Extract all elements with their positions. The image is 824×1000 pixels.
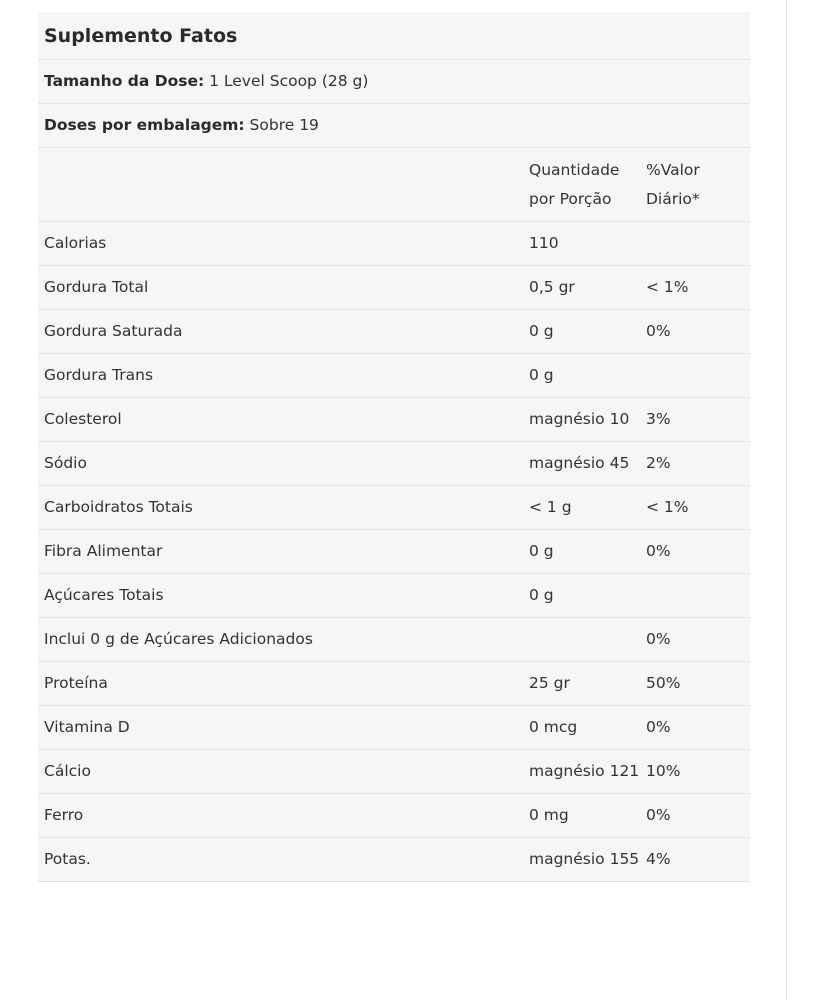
nutrient-amount: magnésio 45 xyxy=(529,442,646,486)
nutrient-amount: 0 g xyxy=(529,354,646,398)
nutrient-daily-value: < 1% xyxy=(646,266,750,310)
nutrient-name: Proteína xyxy=(38,662,529,706)
nutrient-amount: < 1 g xyxy=(529,486,646,530)
nutrient-amount: magnésio 155 xyxy=(529,838,646,882)
nutrient-row xyxy=(38,750,750,794)
nutrient-daily-value xyxy=(646,354,750,398)
nutrient-amount: 0,5 gr xyxy=(529,266,646,310)
nutrient-amount: 0 g xyxy=(529,574,646,618)
header-amount xyxy=(529,148,646,222)
nutrient-row xyxy=(38,530,750,574)
nutrient-name: Calorias xyxy=(38,222,529,266)
nutrient-row xyxy=(38,838,750,882)
nutrient-name: Gordura Trans xyxy=(38,354,529,398)
nutrient-row xyxy=(38,398,750,442)
nutrient-name: Açúcares Totais xyxy=(38,574,529,618)
nutrient-row xyxy=(38,442,750,486)
nutrient-name: Gordura Total xyxy=(38,266,529,310)
nutrient-daily-value: 3% xyxy=(646,398,750,442)
header-daily-value xyxy=(646,148,750,222)
nutrient-amount: 0 mg xyxy=(529,794,646,838)
nutrient-amount: magnésio 10 xyxy=(529,398,646,442)
nutrient-name: Gordura Saturada xyxy=(38,310,529,354)
supplement-facts-table xyxy=(38,12,750,882)
nutrient-row xyxy=(38,706,750,750)
serving-size-value: 1 Level Scoop (28 g) xyxy=(204,72,369,90)
column-header-row xyxy=(38,148,750,222)
nutrient-row xyxy=(38,794,750,838)
servings-label: Doses por embalagem: xyxy=(44,116,245,134)
nutrient-row xyxy=(38,662,750,706)
nutrient-amount: 25 gr xyxy=(529,662,646,706)
nutrient-name: Fibra Alimentar xyxy=(38,530,529,574)
nutrient-daily-value: 4% xyxy=(646,838,750,882)
facts-title: Suplemento Fatos xyxy=(38,12,750,60)
nutrient-row xyxy=(38,486,750,530)
nutrient-row xyxy=(38,222,750,266)
nutrient-amount xyxy=(529,618,646,662)
nutrient-daily-value: 0% xyxy=(646,706,750,750)
nutrient-name: Sódio xyxy=(38,442,529,486)
nutrient-daily-value: 2% xyxy=(646,442,750,486)
nutrient-name: Colesterol xyxy=(38,398,529,442)
nutrient-amount: 0 g xyxy=(529,530,646,574)
nutrient-amount: 0 mcg xyxy=(529,706,646,750)
nutrient-name: Inclui 0 g de Açúcares Adicionados xyxy=(38,618,529,662)
header-dv-line2: Diário* xyxy=(646,190,700,208)
nutrient-name: Cálcio xyxy=(38,750,529,794)
nutrient-daily-value: 0% xyxy=(646,530,750,574)
nutrient-daily-value: 50% xyxy=(646,662,750,706)
serving-size-label: Tamanho da Dose: xyxy=(44,72,205,90)
nutrient-amount: magnésio 121 xyxy=(529,750,646,794)
servings-value: Sobre 19 xyxy=(244,116,319,134)
nutrient-name: Carboidratos Totais xyxy=(38,486,529,530)
nutrient-daily-value: 0% xyxy=(646,310,750,354)
nutrient-name: Vitamina D xyxy=(38,706,529,750)
nutrient-daily-value: 0% xyxy=(646,618,750,662)
nutrient-row xyxy=(38,266,750,310)
nutrient-amount: 110 xyxy=(529,222,646,266)
nutrient-daily-value: 0% xyxy=(646,794,750,838)
nutrient-name: Potas. xyxy=(38,838,529,882)
nutrient-daily-value xyxy=(646,222,750,266)
nutrient-row xyxy=(38,310,750,354)
servings-per-container-row xyxy=(38,104,750,148)
header-nutrient-blank xyxy=(38,148,529,222)
nutrient-row xyxy=(38,574,750,618)
nutrient-daily-value: < 1% xyxy=(646,486,750,530)
header-amount-line2: por Porção xyxy=(529,190,612,208)
nutrient-row xyxy=(38,354,750,398)
nutrient-amount: 0 g xyxy=(529,310,646,354)
nutrient-daily-value: 10% xyxy=(646,750,750,794)
facts-title-row xyxy=(38,12,750,60)
serving-size-row xyxy=(38,60,750,104)
nutrient-daily-value xyxy=(646,574,750,618)
header-dv-line1: %Valor xyxy=(646,161,700,179)
page-divider xyxy=(786,0,787,1000)
nutrient-row xyxy=(38,618,750,662)
header-amount-line1: Quantidade xyxy=(529,161,620,179)
nutrient-name: Ferro xyxy=(38,794,529,838)
